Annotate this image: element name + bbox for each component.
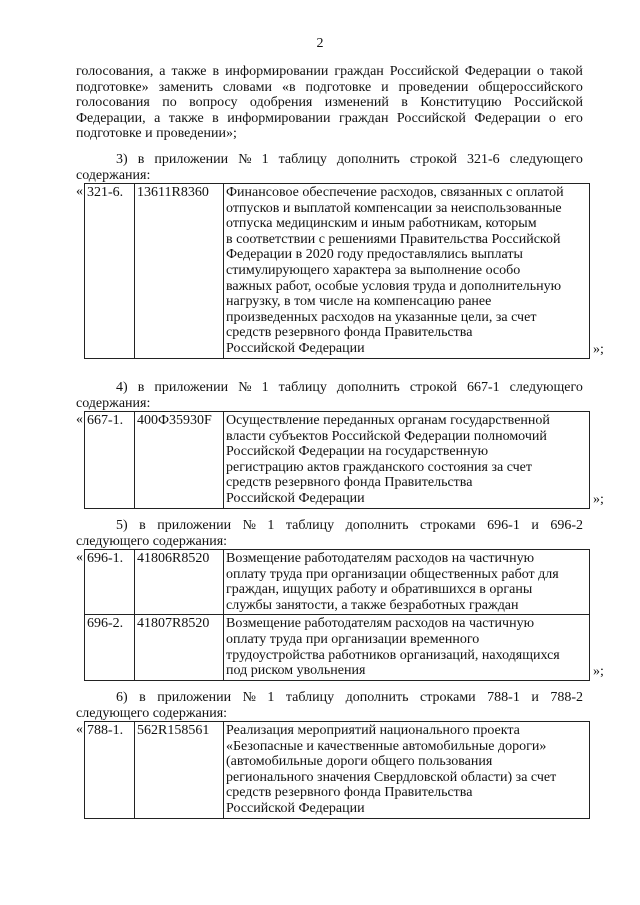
word: голосования	[76, 95, 150, 111]
description-line: произведенных расходов на указанные цели, за счет	[226, 309, 537, 325]
opening-quote: «	[76, 722, 83, 737]
word: словами	[222, 79, 273, 95]
paragraph-line: следующего содержания:	[76, 705, 228, 721]
word: и	[531, 518, 539, 533]
word: граждан	[338, 110, 389, 126]
word: в	[139, 690, 146, 705]
word: таблицу	[278, 152, 327, 167]
word: «в	[281, 79, 296, 95]
word: Федерации	[474, 110, 541, 126]
description-line: Российской Федерации	[226, 340, 365, 356]
word: его	[564, 110, 583, 126]
word: 1	[267, 518, 275, 533]
description-line: Финансовое обеспечение расходов, связанных с оплатой	[226, 185, 564, 200]
amendment-item-5	[76, 518, 583, 549]
word: 696-1	[487, 518, 520, 533]
paragraph-line: подготовке и проведении»;	[76, 126, 237, 142]
table-row	[85, 722, 590, 819]
justified-line	[76, 152, 583, 168]
description-line: Российской Федерации	[226, 800, 365, 816]
word: такой	[549, 64, 583, 79]
justified-line	[76, 111, 583, 127]
word: в	[212, 64, 220, 79]
word: о	[536, 64, 544, 79]
description-line: в соответствии с решениями Правительства Российской	[226, 231, 561, 247]
word: граждан	[334, 64, 384, 79]
row-description	[224, 615, 590, 680]
description-line: отпуска медицинским и иным работникам, которым	[226, 216, 537, 232]
word: подготовке»	[76, 79, 149, 95]
word: в	[212, 110, 219, 126]
budget-code: 13611R8360	[135, 184, 224, 359]
justified-line	[76, 95, 583, 111]
row-number: 696-2.	[85, 615, 135, 680]
word: также	[171, 64, 207, 79]
budget-code: 41806R8520	[135, 550, 224, 615]
budget-table-3	[84, 183, 590, 359]
word: №	[242, 518, 256, 533]
description-line: регионального значения Свердловской области) за счет	[226, 769, 557, 785]
word: а	[159, 64, 166, 79]
budget-code: 400Ф35930F	[135, 412, 224, 509]
row-description	[224, 550, 590, 615]
word: дополнить	[336, 152, 400, 167]
word: в	[139, 518, 146, 533]
word: Российской	[514, 95, 583, 111]
word: 1	[267, 690, 275, 705]
word: дополнить	[345, 518, 409, 533]
description-line: Федерации в 2020 году предоставлялись выплаты	[226, 247, 523, 263]
description-line: Российской Федерации	[226, 490, 365, 506]
closing-quote: »;	[593, 341, 604, 357]
budget-code: 41807R8520	[135, 615, 224, 680]
word: голосования,	[76, 64, 154, 79]
word: 3)	[116, 152, 128, 167]
word: 1	[261, 380, 269, 395]
description-line: «Безопасные и качественные автомобильные дороги»	[226, 738, 547, 754]
word: изменений	[324, 95, 389, 111]
row-number: 321-6.	[85, 184, 135, 359]
word: 788-2	[550, 690, 583, 705]
table-row	[85, 615, 590, 680]
paragraph-line: содержания:	[76, 395, 151, 411]
opening-quote: «	[76, 412, 83, 427]
word: строкой	[409, 152, 457, 167]
budget-table-4	[84, 411, 590, 509]
word: 1	[261, 152, 269, 167]
amendment-item-4	[76, 380, 583, 411]
page-number: 2	[316, 36, 324, 51]
opening-quote: «	[76, 184, 83, 199]
description-line: средств резервного фонда Правительства	[226, 785, 473, 801]
word: таблицу	[278, 380, 327, 395]
description-line: Возмещение работодателям расходов на частичную	[226, 551, 535, 566]
word: 321-6	[466, 152, 500, 167]
justified-line	[76, 64, 583, 80]
description-line: отпусков и выплатой компенсации за неиспользованные	[226, 200, 562, 216]
word: по	[162, 95, 177, 111]
word: подготовке	[305, 79, 372, 95]
word: проведении	[398, 79, 469, 95]
word: о	[548, 110, 556, 126]
word: вопросу	[189, 95, 238, 111]
word: строками	[420, 518, 476, 533]
row-description	[224, 184, 590, 359]
amendment-item-3	[76, 152, 583, 183]
word: 6)	[116, 690, 128, 705]
table-row	[85, 184, 590, 359]
word: и	[381, 79, 389, 95]
table-row	[85, 550, 590, 615]
closing-quote: »;	[593, 663, 604, 679]
intro-paragraph	[76, 64, 583, 142]
row-number: 788-1.	[85, 722, 135, 819]
word: в	[137, 380, 145, 395]
budget-table-6	[84, 721, 590, 819]
word: 788-1	[487, 690, 520, 705]
description-line: граждан, ищущих работу и обратившихся в органы	[226, 582, 533, 598]
budget-code: 562R158561	[135, 722, 224, 819]
word: также	[168, 110, 204, 126]
word: 4)	[116, 380, 128, 395]
word: общероссийского	[478, 79, 583, 95]
word: информировании	[227, 110, 331, 126]
budget-table-5	[84, 549, 590, 681]
word: 5)	[116, 518, 128, 533]
word: Конституцию	[420, 95, 502, 111]
paragraph-line: следующего содержания:	[76, 533, 228, 549]
word: информировании	[225, 64, 329, 79]
word: Федерации,	[76, 110, 146, 126]
word: Российской	[396, 110, 466, 126]
description-line: средств резервного фонда Правительства	[226, 325, 473, 341]
justified-line	[76, 518, 583, 534]
word: а	[154, 110, 161, 126]
word: следующего	[509, 380, 583, 395]
word: в	[401, 95, 408, 111]
row-number: 667-1.	[85, 412, 135, 509]
word: дополнить	[336, 380, 400, 395]
opening-quote: «	[76, 550, 83, 565]
word: Федерации	[464, 64, 531, 79]
word: 667-1	[466, 380, 500, 395]
description-line: власти субъектов Российской Федерации полномочий	[226, 428, 547, 444]
word: №	[238, 380, 252, 395]
row-number: 696-1.	[85, 550, 135, 615]
description-line: Российской Федерации на государственную	[226, 444, 489, 460]
description-line: службы занятости, а также безработных граждан	[226, 597, 519, 613]
table-row	[85, 412, 590, 509]
description-line: Возмещение работодателям расходов на частичную	[226, 616, 535, 632]
word: строкой	[409, 380, 457, 395]
word: приложении	[157, 518, 232, 533]
amendment-item-6	[76, 690, 583, 721]
justified-line	[76, 80, 583, 96]
row-description	[224, 412, 590, 509]
description-line: важных работ, особые условия труда и дополнительную	[226, 278, 562, 294]
description-line: регистрацию актов гражданского состояния за счет	[226, 459, 532, 475]
word: приложении	[154, 152, 229, 167]
word: Российской	[389, 64, 459, 79]
word: следующего	[509, 152, 583, 167]
word: дополнить	[345, 690, 409, 705]
description-line: под риском увольнения	[226, 663, 366, 679]
justified-line	[76, 380, 583, 396]
word: одобрения	[249, 95, 313, 111]
description-line: нагрузку, в том числе на компенсацию ранее	[226, 294, 492, 310]
word: таблицу	[285, 518, 335, 533]
row-description	[224, 722, 590, 819]
word: строками	[420, 690, 476, 705]
justified-line	[76, 690, 583, 706]
word: заменить	[158, 79, 213, 95]
description-line: Осуществление переданных органам государственной	[226, 413, 550, 428]
word: таблицу	[285, 690, 335, 705]
description-line: оплату труда при организации временного	[226, 631, 480, 647]
word: №	[238, 152, 252, 167]
description-line: средств резервного фонда Правительства	[226, 475, 473, 491]
description-line: (автомобильные дороги общего пользования	[226, 754, 493, 770]
description-line: Реализация мероприятий национального проекта	[226, 723, 520, 738]
word: и	[531, 690, 539, 705]
word: приложении	[157, 690, 232, 705]
word: в	[137, 152, 145, 167]
description-line: трудоустройства работников организаций, находящихся	[226, 647, 560, 663]
paragraph-line: содержания:	[76, 167, 151, 183]
closing-quote: »;	[593, 491, 604, 507]
description-line: стимулирующего характера за выполнение особо	[226, 262, 521, 278]
word: №	[242, 690, 256, 705]
word: 696-2	[550, 518, 583, 533]
description-line: оплату труда при организации общественных работ для	[226, 566, 559, 582]
word: приложении	[154, 380, 229, 395]
